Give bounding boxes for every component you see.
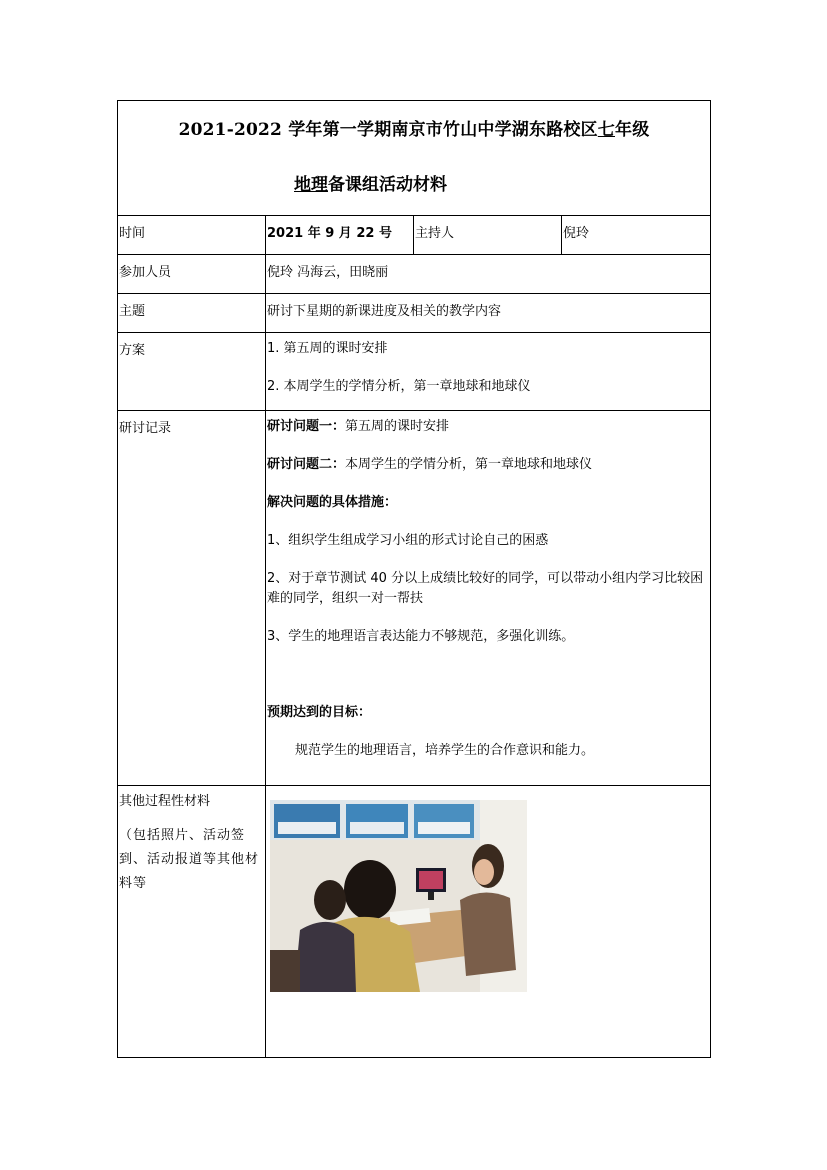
photo-student-hair — [344, 860, 396, 920]
record-label: 研讨记录 — [118, 411, 266, 786]
goal-heading: 预期达到的目标： — [267, 705, 372, 720]
activity-photo — [270, 800, 527, 992]
plan-item: 2. 本周学生的学情分析，第一章地球和地球仪 — [267, 379, 531, 394]
title-line-1 — [118, 115, 710, 140]
title-grade: 七 — [597, 120, 615, 140]
question-2 — [267, 455, 710, 475]
photo-person-body — [460, 892, 516, 976]
plan-value — [266, 333, 711, 411]
question-2-text: 本周学生的学情分析，第一章地球和地球仪 — [345, 457, 593, 472]
time-label: 时间 — [118, 216, 266, 255]
title-subject: 地理 — [294, 175, 328, 195]
members-label: 参加人员 — [118, 255, 266, 294]
measure-item: 2、对于章节测试 40 分以上成绩比较好的同学，可以带动小组内学习比较困难的同学，组织一对一帮扶 — [267, 571, 704, 606]
title-school: 2021-2022 学年第一学期南京市竹山中学湖东路校区 — [178, 120, 598, 140]
topic-value: 研讨下星期的新课进度及相关的教学内容 — [266, 294, 711, 333]
question-2-label: 研讨问题二： — [267, 457, 346, 472]
photo-person-face — [474, 859, 494, 885]
photo-student-2-body — [294, 922, 356, 992]
other-note: （包括照片、活动签到、活动报道等其他材料等 — [119, 828, 260, 891]
goal-text: 规范学生的地理语言，培养学生的合作意识和能力。 — [295, 743, 595, 758]
other-label-cell — [118, 786, 266, 1058]
measure-item: 1、组织学生组成学习小组的形式讨论自己的困惑 — [267, 533, 549, 548]
host-name: 倪玲 — [562, 216, 711, 255]
question-1 — [267, 417, 710, 437]
title-grade-suffix: 年级 — [615, 120, 650, 140]
members-value: 倪玲 冯海云，田晓丽 — [266, 255, 711, 294]
question-1-label: 研讨问题一： — [267, 419, 346, 434]
time-value — [266, 216, 414, 255]
host-label: 主持人 — [414, 216, 562, 255]
other-label: 其他过程性材料 — [119, 794, 211, 809]
title-line-2 — [118, 170, 710, 195]
topic-label: 主题 — [118, 294, 266, 333]
date-month-day: 年 9 月 22 号 — [303, 226, 392, 241]
title-cell — [118, 101, 711, 216]
measure-item: 3、学生的地理语言表达能力不够规范，多强化训练。 — [267, 629, 575, 644]
plan-label: 方案 — [118, 333, 266, 411]
title-activity: 备课组活动材料 — [328, 175, 447, 195]
measures-heading: 解决问题的具体措施： — [267, 495, 398, 510]
date-year: 2021 — [267, 226, 304, 241]
question-1-text: 第五周的课时安排 — [345, 419, 450, 434]
record-value — [266, 411, 711, 786]
plan-item: 1. 第五周的课时安排 — [267, 341, 388, 356]
